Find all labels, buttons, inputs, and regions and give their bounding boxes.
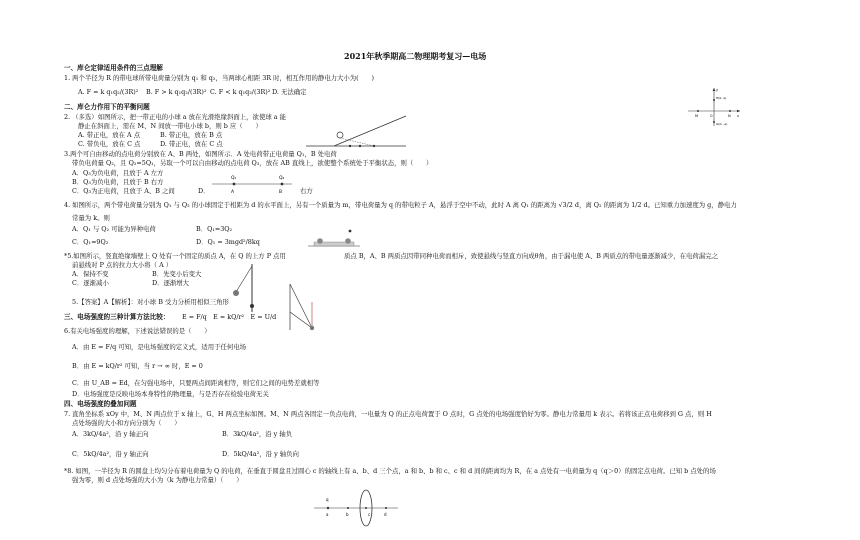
q1-option-d: D. 无法确定: [272, 88, 307, 96]
section-3-heading: 三、电场强度的三种计算方法比较：: [64, 313, 170, 321]
axes-figure: [684, 86, 744, 128]
q3-option-d-tail: 右方: [300, 187, 313, 195]
q5-line2: 前悬线对 P 点的拉力大小将（ A ）: [72, 261, 173, 269]
point-b-axis-label: b: [346, 512, 349, 517]
q1-stem: 1. 两个半径为 R 的带电球所带电荷量分别为 q₁ 和 q₂，当两球心相距 3R 时，相互作用的静电力大小为( ): [64, 74, 374, 82]
q5-option-b: B．先变小后变大: [152, 270, 202, 278]
section-2-heading: 二、库仑力作用下的平衡问题: [64, 103, 150, 111]
charge-q1-label: Q₁: [231, 176, 237, 181]
point-q-label: q: [326, 497, 329, 502]
q3-option-a: A．Q₃为负电荷，且放于 A 左方: [72, 169, 164, 177]
q4-line2: 常量为 k。则: [72, 214, 110, 222]
point-m-label: M: [695, 114, 699, 118]
q7-option-d: D．5kQ/4a²，沿 y 轴负向: [222, 450, 299, 458]
q3-option-d: D．: [198, 187, 210, 195]
q2-line2: 静止在斜面上，需在 M、N 间放一带电小球 b，则 b 应（ ）: [78, 122, 262, 130]
q5-answer: 5.【答案】A【解析】：对小球 B 受力分析用相似三角形: [72, 298, 229, 306]
q8-line1: *8. 如图，一半径为 R 的圆盘上均匀分布着电荷量为 Q 的电荷，在垂直于圆盘且过圆心 c 的轴线上有 a、b、d 三个点，a 和 b、b 和 c、c 和 d 间的距离均为 R，在 a 点处有一电荷量为 q（q＞0）的固定点电荷。已知 b 点处的场: [64, 467, 716, 475]
q5-option-a: A．保持不变: [72, 270, 109, 278]
q5-option-d: D．逐渐增大: [152, 279, 190, 287]
q5-option-c: C．逐渐减小: [72, 279, 109, 287]
q2-option-d: D. 带正电，放在 C 点: [160, 140, 223, 148]
section-1-heading: 一、库仑定律适用条件的三点理解: [64, 64, 163, 72]
floating-particle-figure: [306, 226, 362, 250]
q6-option-a: A．由 E = F/q 可知，是电场强度的定义式，适用于任何电场: [72, 343, 247, 351]
point-g-label: G(0, -a): [716, 122, 728, 126]
section-3-formulas: E = F/q E = kQ/r² E = U/d: [182, 313, 277, 321]
q4-option-a: A．Q₁ 与 Q₂ 可能为异种电荷: [72, 225, 156, 233]
point-a-label: A: [231, 190, 235, 195]
section-4-heading: 四、电场强度的叠加问题: [64, 400, 137, 408]
wall-pendulum-figure: [220, 262, 270, 314]
q2-line1: 2. （多选）如图所示，把一带正电的小球 a 放在光滑绝缘斜面上，欲使球 a 能: [64, 113, 286, 121]
q6-option-c: C．由 U_AB = Ed，在匀强电场中，只要两点间距离相等，则它们之间的电势差就相等: [72, 379, 320, 387]
q5-line1: *5.如图所示，竖直绝缘墙壁上 Q 处有一个固定的质点 A，在 Q 的上方 P 点用: [64, 252, 286, 260]
point-a-axis-label: a: [326, 512, 329, 517]
force-triangle-figure: [282, 282, 328, 332]
q4-option-d: D．Q₁ = 3mgd²/8kq: [196, 238, 260, 246]
origin-label: O: [710, 114, 713, 118]
q7-line1: 7. 直角坐标系 xOy 中，M、N 两点位于 x 轴上，G、H 两点坐标如图。M、N 两点各固定一负点电荷，一电量为 Q 的正点电荷置于 O 点时，G 点处的电场强度恰好为零。静电力常量用 k 表示。若将该正点电荷移到 G 点，则 H: [64, 410, 712, 418]
q2-option-a: A. 带正电，放在 A 点: [78, 131, 141, 139]
charges-line-figure: [206, 170, 296, 196]
q3-option-c: C．Q₃为正电荷，且放于 A、B 之间: [72, 187, 175, 195]
q2-option-b: B. 带正电，放在 B 点: [160, 131, 223, 139]
q1-option-b: B. F > k q₁q₂/(3R)²: [146, 88, 207, 96]
q4-option-b: B．Q₁=3Q₂: [196, 225, 233, 233]
q7-line2: 点处场强的大小和方向分别为（ ）: [72, 419, 181, 427]
q4-line1: 4. 如图所示，两个带电荷量分别为 Q₁ 与 Q₂ 的小球固定于相距为 d 的水平面上，另有一个质量为 m，带电荷量为 q 的带电粒子 A，悬浮于空中不动，此时 A 离 Q₁ 的距离为 √3/2 d，离 Q₂ 的距离为 1/2 d。已知重力加速度为 g，静电力: [64, 201, 737, 209]
point-h-label: H(0, a): [716, 96, 727, 100]
point-c-axis-label: c: [368, 512, 371, 517]
disc-axis-figure: [310, 486, 400, 530]
q1-option-a: A. F = k q₁q₂/(3R)²: [78, 88, 139, 96]
axis-x-label: x: [737, 114, 740, 118]
charge-q2-label: Q₂: [279, 176, 285, 181]
q5-line1b: 质点 B，A、B 两质点因带同种电荷而相斥，致使悬线与竖直方向成θ角，由于漏电使 A、B 两质点的带电量逐渐减少，在电荷漏完之: [344, 252, 718, 260]
point-d-axis-label: d: [384, 512, 387, 517]
q6-option-b: B．由 E = kQ/r² 可知，当 r → ∞ 时，E = 0: [72, 362, 203, 370]
page-title: 2021年秋季期高二物理期考复习—电场: [344, 51, 487, 61]
q3-line1: 3.两个可自由移动的点电荷分别放在 A、B 两处，如图所示．A 处电荷带正电荷量 Q₁，B 处电荷: [64, 150, 337, 158]
incline-figure: [304, 112, 408, 148]
q7-option-b: B．3kQ/4a²，沿 y 轴负: [222, 430, 293, 438]
q2-option-c: C. 带负电，放在 C 点: [78, 140, 141, 148]
q8-line2: 强为零，则 d 点处场强的大小为（k 为静电力常量）（ ）: [72, 476, 243, 484]
point-b-label: B: [279, 190, 283, 195]
q3-line2: 带负电荷量 Q₂，且 Q₂=5Q₁，另取一个可以自由移动的点电荷 Q₃，放在 AB 直线上，欲使整个系统处于平衡状态，则（ ）: [72, 159, 433, 167]
q4-option-c: C．Q₁=9Q₂: [72, 238, 109, 246]
q7-option-c: C．5kQ/4a²，沿 y 轴正向: [72, 450, 149, 458]
q1-option-c: C. F < k q₁q₂/(3R)²: [210, 88, 271, 96]
point-n-label: N: [728, 114, 731, 118]
q6-stem: 6.有关电场强度的理解，下述说法错误的是（ ）: [64, 327, 211, 335]
q7-option-a: A．3kQ/4a²，沿 y 轴正向: [72, 430, 149, 438]
q6-option-d: D．电场强度是反映电场本身特性的物理量，与是否存在检验电荷无关: [72, 390, 269, 398]
axis-y-label: y: [716, 88, 719, 92]
q3-option-b: B．Q₃为负电荷，且放于 B 右方: [72, 178, 164, 186]
